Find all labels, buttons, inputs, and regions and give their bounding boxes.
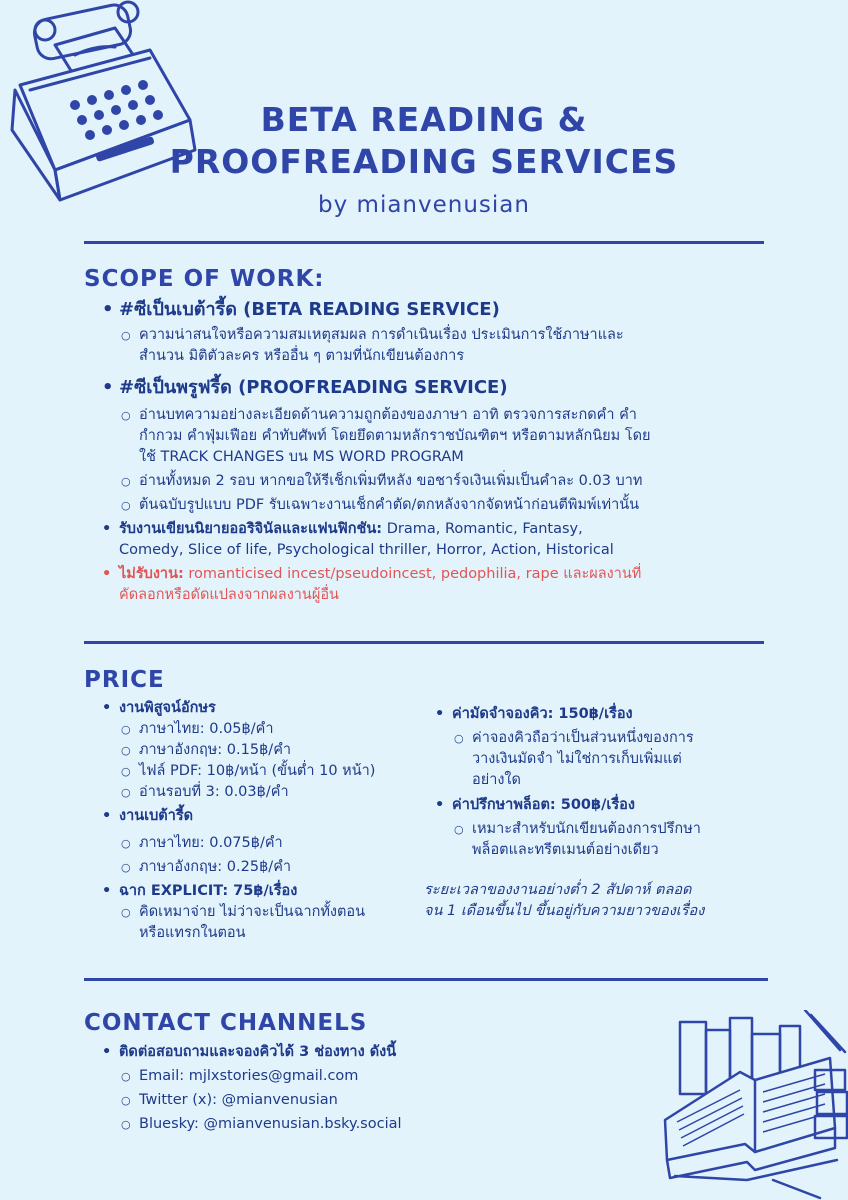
proofreading-price-title: • งานพิสูจน์อักษร: [95, 698, 435, 719]
price-item: ○ ภาษาไทย: 0.075฿/คำ: [95, 833, 435, 854]
divider: [84, 978, 768, 981]
proof-service-detail: ○ อ่านบทความอย่างละเอียดด้านความถูกต้องของภาษา อาทิ ตรวจการสะกดคำ คำ กำกวม คำฟุ่มเฟือย คำทับศัพท์ โดยยึดตามหลักราชบัณฑิตฯ หรือตามหลักนิยม โดย ใช้ TRACK CHANGES บน MS WORD PROGRAM: [95, 405, 795, 468]
deposit-price-desc: ○ ค่าจองคิวถือว่าเป็นส่วนหนึ่งของการ วางเงินมัดจำ ไม่ใช่การเก็บเพิ่มแต่ อย่างใด: [428, 728, 788, 791]
contact-intro: • ติดต่อสอบถามและจองคิวได้ 3 ช่องทาง ดังนี้: [95, 1042, 595, 1063]
price-item: ○ ไฟล์ PDF: 10฿/หน้า (ขั้นต่ำ 10 หน้า): [95, 761, 435, 782]
proof-service-rounds: ○ อ่านทั้งหมด 2 รอบ หากขอให้รีเช็กเพิ่มทีหลัง ขอชาร์จเงินเพิ่มเป็นคำละ 0.03 บาท: [95, 471, 795, 492]
contact-twitter: ○ Twitter (x): @mianvenusian: [95, 1090, 595, 1111]
beta-price-title: • งานเบต้ารี้ด: [95, 806, 435, 827]
deposit-price-title: • ค่ามัดจำจองคิว: 150฿/เรื่อง: [428, 704, 788, 725]
price-heading: PRICE: [84, 667, 165, 693]
contact-bluesky: ○ Bluesky: @mianvenusian.bsky.social: [95, 1114, 595, 1135]
page-title-line-2: PROOFREADING SERVICES: [169, 142, 679, 181]
price-item: ○ อ่านรอบที่ 3: 0.03฿/คำ: [95, 782, 435, 803]
price-right-column: [428, 704, 788, 861]
price-item: ○ ภาษาไทย: 0.05฿/คำ: [95, 719, 435, 740]
proof-service-pdf: ○ ต้นฉบับรูปแบบ PDF รับเฉพาะงานเช็กคำตัด/ตกหลังจากจัดหน้าก่อนตีพิมพ์เท่านั้น: [95, 495, 795, 516]
contact-email: ○ Email: mjlxstories@gmail.com: [95, 1066, 595, 1087]
rejected-works: • ไม่รับงาน: romanticised incest/pseudoincest, pedophilia, rape และผลงานที่ คัดลอกหรือดัดแปลงจากผลงานผู้อื่น: [95, 564, 795, 606]
accepted-genres: • รับงานเขียนนิยายออริจินัลและแฟนฟิกชัน: Drama, Romantic, Fantasy, Comedy, Slice of life, Psychological thriller, Horror, Action, Historical: [95, 519, 795, 561]
contact-list: [95, 1042, 595, 1135]
price-item: ○ ภาษาอังกฤษ: 0.25฿/คำ: [95, 857, 435, 878]
divider: [84, 241, 764, 244]
proof-service-title: • #ซีเป็นพรูฟรี้ด (PROOFREADING SERVICE): [95, 375, 795, 401]
explicit-price-desc: ○ คิดเหมาจ่าย ไม่ว่าจะเป็นฉากทั้งตอน หรือแทรกในตอน: [95, 902, 435, 944]
byline: by mianvenusian: [318, 192, 530, 218]
duration-note: ระยะเวลาของงานอย่างต่ำ 2 สัปดาห์ ตลอด จน 1 เดือนขึ้นไป ขึ้นอยู่กับความยาวของเรื่อง: [424, 882, 705, 919]
explicit-price-title: • ฉาก EXPLICIT: 75฿/เรื่อง: [95, 881, 435, 902]
consult-price-title: • ค่าปรึกษาพล็อต: 500฿/เรื่อง: [428, 795, 788, 816]
divider: [84, 641, 764, 644]
price-item: ○ ภาษาอังกฤษ: 0.15฿/คำ: [95, 740, 435, 761]
price-left-column: [95, 698, 435, 944]
beta-service-desc: ○ ความน่าสนใจหรือความสมเหตุสมผล การดำเนินเรื่อง ประเมินการใช้ภาษาและ สำนวน มิติตัวละคร หรืออื่น ๆ ตามที่นักเขียนต้องการ: [95, 325, 795, 367]
scope-list: [95, 297, 795, 606]
scope-heading: SCOPE OF WORK:: [84, 266, 325, 292]
consult-price-desc: ○ เหมาะสำหรับนักเขียนต้องการปรึกษา พล็อตและทรีตเมนต์อย่างเดียว: [428, 819, 788, 861]
books-illustration: [655, 1010, 848, 1200]
contact-heading: CONTACT CHANNELS: [84, 1010, 368, 1036]
page-title-line-1: BETA READING &: [260, 100, 588, 139]
beta-service-title: • #ซีเป็นเบต้ารี้ด (BETA READING SERVICE): [95, 297, 795, 323]
